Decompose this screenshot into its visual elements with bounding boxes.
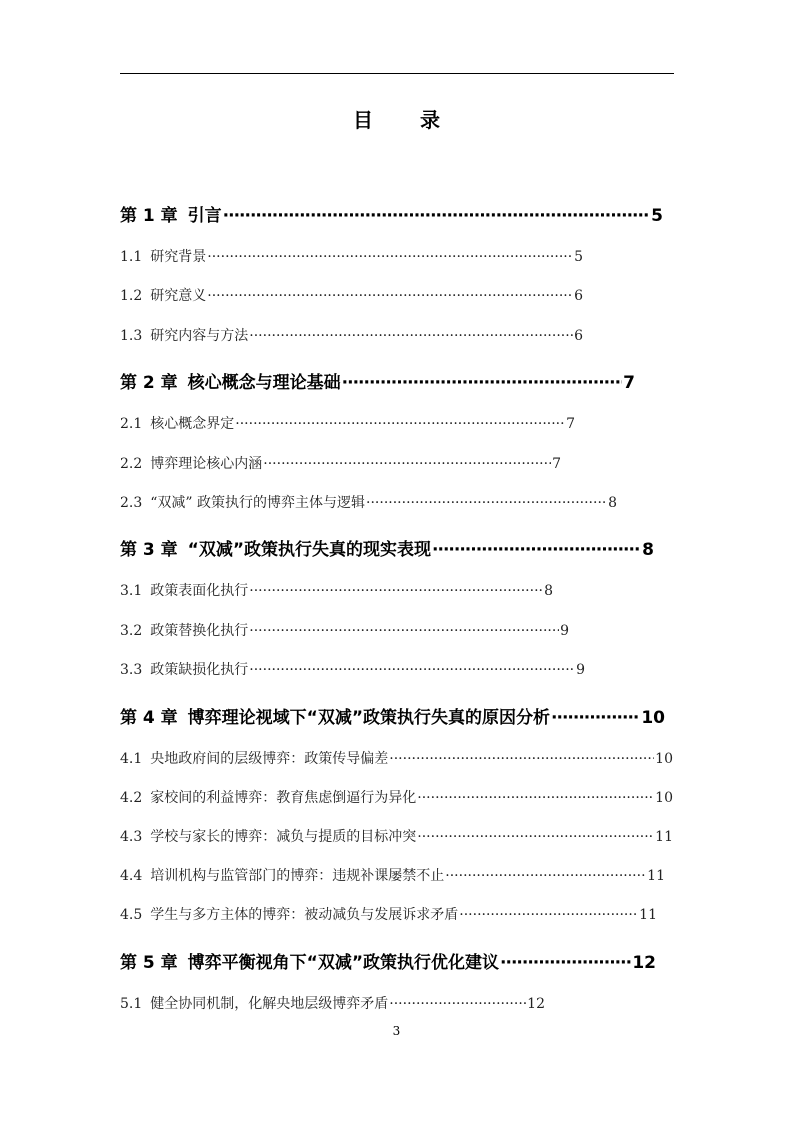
toc-entry-page: 7 [623,373,635,393]
toc-section-4-2[interactable] [120,787,673,807]
toc-entry-page: 5 [574,249,583,265]
toc-entry-page: 10 [641,708,665,728]
toc-entry-number: 第 2 章 [120,373,178,393]
toc-leader-dots [445,868,646,884]
toc-entry-page: 7 [552,456,561,472]
toc-entry-page: 8 [642,540,654,560]
toc-entry-number: 4.2 [120,790,143,806]
toc-section-3-3[interactable] [120,659,585,679]
toc-leader-dots [249,583,543,599]
toc-leader-dots [249,623,559,639]
toc-leader-dots [389,996,526,1012]
toc-leader-dots [366,495,607,511]
toc-entry-page: 6 [574,328,583,344]
toc-entry-number: 4.1 [120,751,143,767]
toc-entry-number: 4.5 [120,907,143,923]
toc-leader-dots [207,288,573,304]
toc-section-1-2[interactable] [120,285,583,305]
toc-chapter-3[interactable] [120,535,654,560]
toc-entry-page: 11 [647,868,665,884]
toc-entry-title: 政策缺损化执行 [150,662,249,678]
toc-entry-title: 培训机构与监管部门的博弈：违规补课屡禁不止 [150,868,445,884]
toc-entry-number: 1.1 [120,249,143,265]
toc-leader-dots [223,206,650,226]
toc-entry-number: 第 5 章 [120,953,178,973]
toc-entry-number: 第 4 章 [120,708,178,728]
toc-entry-title: 博弈平衡视角下“双减”政策执行优化建议 [187,953,500,973]
toc-entry-title: 政策表面化执行 [150,583,249,599]
toc-entry-title: 引言 [187,206,222,226]
toc-entry-title: 研究背景 [150,249,207,265]
toc-entry-page: 8 [608,495,617,511]
toc-entry-title: 家校间的利益博弈：教育焦虑倒逼行为异化 [150,790,417,806]
toc-entry-number: 3.1 [120,583,143,599]
toc-entry-page: 6 [574,288,583,304]
toc-entry-title: 核心概念与理论基础 [187,373,341,393]
toc-entry-number: 3.3 [120,662,143,678]
toc-entry-page: 11 [639,907,657,923]
toc-leader-dots [551,708,640,728]
toc-entry-title: 研究意义 [150,288,207,304]
toc-entry-page: 12 [632,953,656,973]
toc-chapter-5[interactable] [120,948,656,973]
toc-section-1-1[interactable] [120,246,583,266]
toc-entry-title: 学生与多方主体的博弈：被动减负与发展诉求矛盾 [150,907,459,923]
toc-entry-title: 央地政府间的层级博弈：政策传导偏差 [150,751,389,767]
toc-section-4-5[interactable] [120,904,657,924]
toc-leader-dots [263,456,551,472]
toc-leader-dots [207,249,573,265]
toc-entry-page: 10 [655,790,673,806]
toc-entry-page: 9 [576,662,585,678]
toc-entry-number: 4.4 [120,868,143,884]
toc-chapter-1[interactable] [120,201,663,226]
toc-leader-dots [459,907,638,923]
toc-section-4-1[interactable] [120,748,673,768]
toc-entry-title: 博弈理论视域下“双减”政策执行失真的原因分析 [187,708,551,728]
toc-section-3-2[interactable] [120,620,569,640]
toc-entry-number: 2.2 [120,456,143,472]
toc-leader-dots [389,751,654,767]
toc-entry-number: 4.3 [120,829,143,845]
toc-title: 目 录 [353,108,460,132]
toc-leader-dots [432,540,641,560]
toc-section-5-1[interactable] [120,993,545,1013]
toc-entry-page: 9 [560,623,569,639]
toc-entry-page: 8 [544,583,553,599]
toc-entry-page: 7 [566,416,575,432]
toc-entry-number: 1.2 [120,288,143,304]
toc-entry-page: 5 [651,206,663,226]
toc-section-2-2[interactable] [120,453,561,473]
toc-leader-dots [249,328,573,344]
toc-entry-title: 政策替换化执行 [150,623,249,639]
toc-chapter-2[interactable] [120,368,635,393]
toc-entry-title: “双减” 政策执行的博弈主体与逻辑 [150,495,366,511]
header-rule [120,73,674,74]
toc-entry-page: 11 [655,829,673,845]
toc-leader-dots [417,790,654,806]
toc-section-4-4[interactable] [120,865,665,885]
toc-entry-page: 12 [527,996,545,1012]
toc-entry-number: 5.1 [120,996,143,1012]
toc-leader-dots [342,373,622,393]
toc-leader-dots [235,416,565,432]
toc-entry-number: 2.3 [120,495,143,511]
toc-entry-number: 第 1 章 [120,206,178,226]
toc-chapter-4[interactable] [120,703,665,728]
toc-section-3-1[interactable] [120,580,553,600]
toc-section-1-3[interactable] [120,325,583,345]
toc-section-4-3[interactable] [120,826,673,846]
toc-entry-number: 2.1 [120,416,143,432]
toc-entry-title: “双减”政策执行失真的现实表现 [187,540,432,560]
toc-entry-number: 1.3 [120,328,143,344]
toc-section-2-1[interactable] [120,413,575,433]
toc-entry-title: 学校与家长的博弈：减负与提质的目标冲突 [150,829,417,845]
toc-leader-dots [417,829,654,845]
toc-entry-title: 健全协同机制，化解央地层级博弈矛盾 [150,996,389,1012]
toc-section-2-3[interactable] [120,492,617,512]
toc-entry-number: 第 3 章 [120,540,178,560]
toc-leader-dots [249,662,575,678]
toc-entry-title: 核心概念界定 [150,416,235,432]
toc-leader-dots [500,953,631,973]
toc-entry-page: 10 [655,751,673,767]
toc-entry-number: 3.2 [120,623,143,639]
page-number: 3 [392,1024,401,1038]
toc-entry-title: 研究内容与方法 [150,328,249,344]
toc-entry-title: 博弈理论核心内涵 [150,456,263,472]
